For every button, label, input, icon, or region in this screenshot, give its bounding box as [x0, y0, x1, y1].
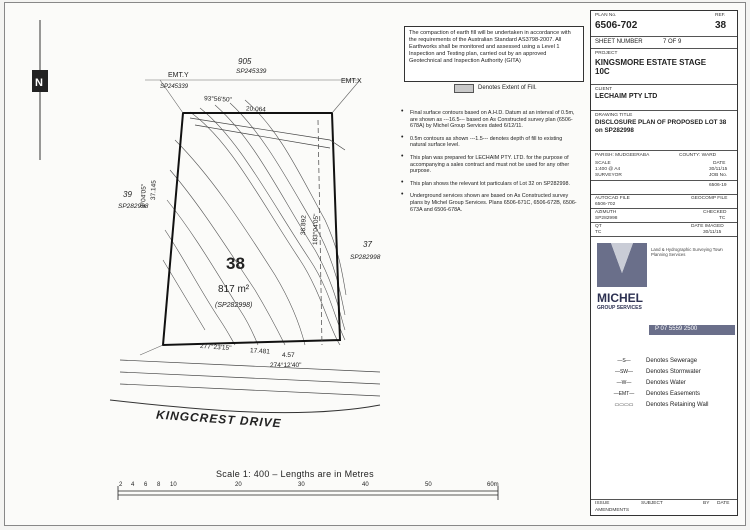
autocad-row: AUTOCAD FILE GEOCOMP FILE 6506-702: [591, 195, 737, 209]
road-kerb: [110, 400, 380, 413]
fill-legend-swatch: [454, 84, 474, 93]
lot-37-plan: SP282998: [350, 254, 381, 261]
bearing-corner: 274°12'40": [270, 362, 302, 369]
legend-item: ▭▭▭▭ Denotes Retaining Wall: [614, 402, 709, 408]
distance-bottom: 17.481: [249, 347, 271, 356]
distance-top: 20.064: [245, 105, 267, 114]
scale-bar: [118, 486, 498, 500]
lot-39-label: 39: [123, 190, 132, 199]
lot-area: 817 m²: [218, 284, 250, 295]
company-phone: P 07 5559 2500: [655, 326, 698, 332]
scale-tick: 10: [170, 482, 177, 488]
legend-item: —SW— Denotes Stormwater: [614, 369, 701, 375]
plan-no-row: PLAN No. 6506-702 REF. 38: [591, 11, 737, 37]
legend-item: —EMT— Denotes Easements: [613, 391, 701, 397]
note-item: • 0.5m contours as shown ---1.5--- denotes depth of fill to existing natural surface level.: [400, 136, 580, 149]
qt-row: QT DATE IMAGED TC 30/11/15: [591, 223, 737, 237]
drawing-title-row: DRAWING TITLE DISCLOSURE PLAN OF PROPOSED LOT 38 on SP282998: [591, 111, 737, 151]
distance-corner: 4.57: [282, 352, 295, 359]
bearing-left: 3°04'05": [140, 183, 148, 209]
bearing-right: 183°04'05": [312, 213, 321, 246]
legend-item: —S— Denotes Sewerage: [617, 358, 698, 364]
scale-tick: 6: [144, 482, 148, 488]
company-block: [591, 237, 737, 347]
client-row: CLIENT LECHAIM PTY LTD: [591, 85, 737, 111]
scale-tick: 60m: [487, 482, 499, 488]
title-block: [590, 10, 738, 516]
lot-number: 38: [226, 254, 245, 273]
scale-tick: 50: [425, 482, 432, 488]
company-sub: GROUP SERVICES: [597, 305, 642, 311]
fill-legend-label: Denotes Extent of Fill.: [478, 85, 537, 91]
lot-plan-ref: (SP282998): [215, 302, 253, 309]
company-detail: Land & Hydrographic Surveying Town Planning Services: [651, 247, 723, 257]
lot-905-label: 905: [238, 57, 252, 66]
distance-left: 37.145: [150, 180, 158, 201]
services-legend: [604, 356, 708, 411]
lot-39-plan: SP282998: [118, 203, 149, 210]
project-row: PROJECT KINGSMORE ESTATE STAGE 10C: [591, 49, 737, 85]
legend-item: —W— Denotes Water: [616, 380, 686, 386]
bearing-top: 93°56'50": [203, 95, 233, 104]
emt-x-label: EMT.X: [341, 78, 362, 85]
scale-tick: 8: [157, 482, 161, 488]
compaction-note: The compaction of earth fill will be undertaken in accordance with the requirements of the Australian Standard AS3798-2007. All Earthworks shall be monitored and assessed using a Level 1 Inspection and Testing plan, carried out by an approved Geotechnical and Inspection Authority (GITA): [404, 26, 584, 82]
scale-tick: 4: [131, 482, 135, 488]
note-item: • Final surface contours based on A.H.D. Datum at an interval of 0.5m, are shown as ---16.5--- based on As Constructed survey plan (6506-678A) by Michel Group Services dated 6/12/11.: [400, 110, 580, 130]
scale-tick: 2: [119, 482, 123, 488]
lot-905-plan: SP245339: [236, 68, 267, 75]
lot-37-label: 37: [363, 240, 372, 249]
svg-text:N: N: [35, 77, 43, 89]
scale-title: Scale 1: 400 – Lengths are in Metres: [216, 469, 374, 479]
scale-tick: 30: [298, 482, 305, 488]
project-name: KINGSMORE ESTATE STAGE 10C: [595, 58, 707, 76]
notes-list: [400, 110, 580, 219]
emt-y-plan: SP245339: [160, 84, 189, 90]
note-item: • This plan was prepared for LECHAIM PTY. LTD. for the purpose of accompanying a sales contract and must not be used for any other purpose.: [400, 155, 580, 175]
scale-tick: 20: [235, 482, 242, 488]
road-name: KINGCREST DRIVE: [155, 407, 283, 431]
parish-row: PARISH: MUDGEERABA COUNTY: WARD SCALE DATE 1:400 @ A4 30/11/15 SURVEYOR JOB No.: [591, 151, 737, 181]
scale-tick: 40: [362, 482, 369, 488]
note-item: • Underground services shown are based on As Constructed survey plans by Michel Group Services. Plans 6506-671C, 6506-672B, 6506-673A and 6506-678A.: [400, 193, 580, 213]
emt-y-label: EMT.Y: [168, 72, 189, 79]
client-name: LECHAIM PTY LTD: [595, 93, 658, 100]
amendments-row: ISSUE SUBJECT BY DATE AMENDMENTS: [591, 499, 737, 517]
job-row: 6506-19: [591, 181, 737, 195]
note-item: • This plan shows the relevant lot particulars of Lot 32 on SP282998.: [400, 181, 580, 188]
bearing-bottom: 277°23'15": [199, 342, 232, 353]
azimuth-row: AZIMUTH CHECKED SP282998 TC: [591, 209, 737, 223]
ref-number: 38: [715, 20, 727, 31]
sheet-row: SHEET NUMBER 7 OF 9: [591, 37, 737, 49]
north-arrow-icon: [32, 20, 48, 160]
drawing-title: DISCLOSURE PLAN OF PROPOSED LOT 38 on SP282998: [595, 119, 727, 134]
company-name: MICHEL: [597, 291, 643, 305]
michel-logo-icon: [597, 243, 647, 287]
plan-number: 6506-702: [595, 20, 638, 31]
distance-right: 36.892: [300, 215, 308, 236]
